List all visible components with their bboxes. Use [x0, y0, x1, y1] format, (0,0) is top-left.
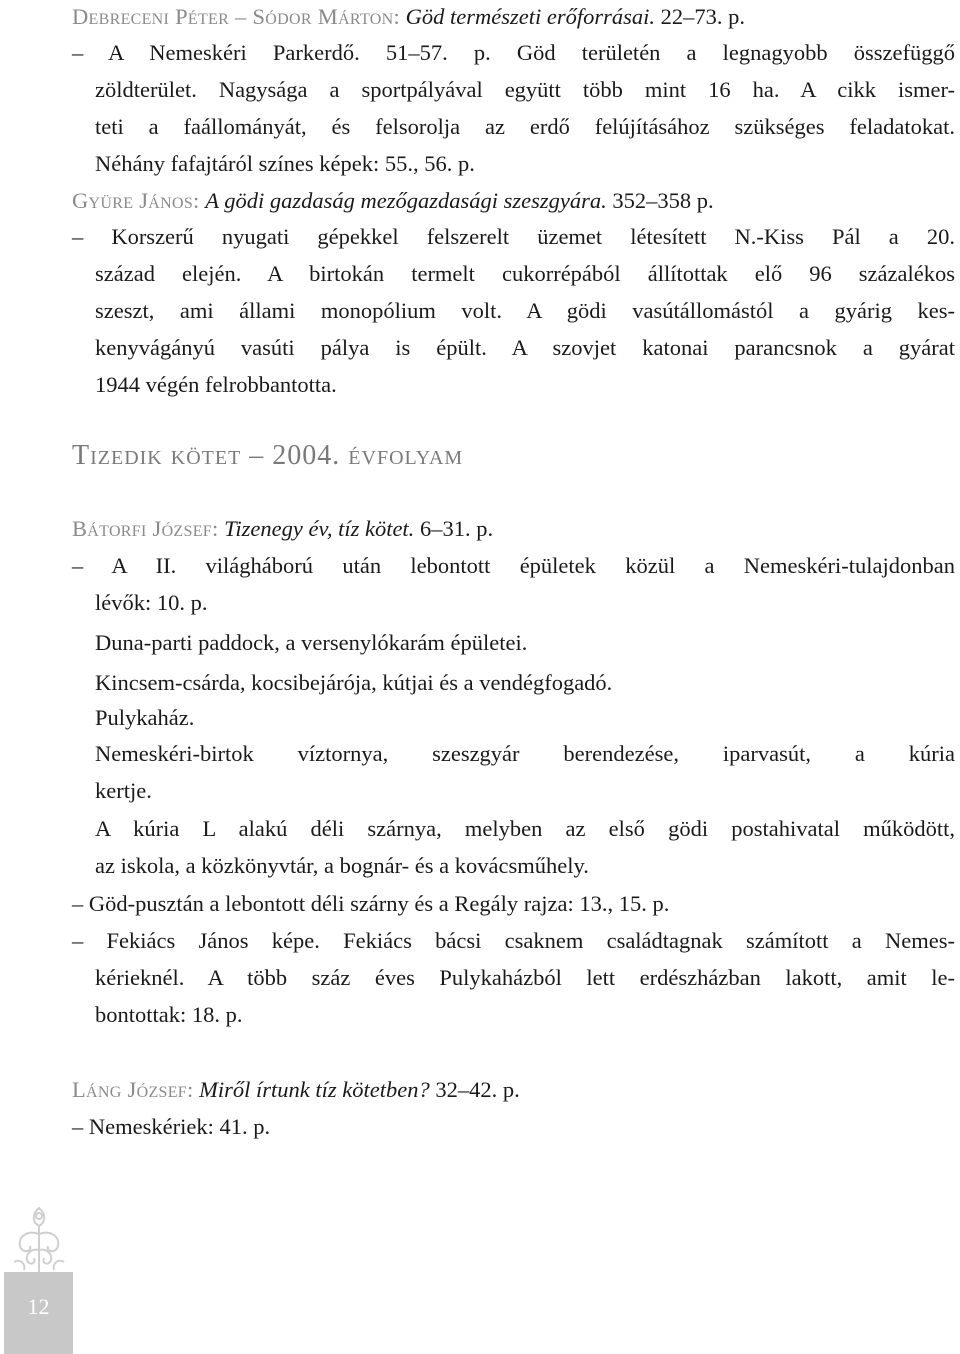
text-line: – A II. világháború után lebontott épületek közül a Nemeskéri-tulajdonban: [72, 553, 955, 578]
citation-header: [72, 2, 932, 32]
text-line: zöldterület. Nagysága a sportpályával együtt több mint 16 ha. A cikk ismer-: [95, 77, 955, 102]
author-name: Láng József:: [72, 1077, 194, 1102]
text-line: Kincsem-csárda, kocsibejárója, kútjai és a vendégfogadó.: [95, 670, 613, 695]
text-line: – Göd-pusztán a lebontott déli szárny és a Regály rajza: 13., 15. p.: [72, 891, 670, 916]
page-number: 12: [27, 1294, 50, 1319]
author-name: Bátorfi József:: [72, 516, 219, 541]
page-range: 22–73. p.: [660, 4, 745, 29]
article-title: Tizenegy év, tíz kötet.: [224, 516, 415, 541]
text-line: Duna-parti paddock, a versenylókarám épületei.: [95, 630, 528, 655]
article-title: A gödi gazdaság mezőgazdasági szeszgyára.: [205, 188, 607, 213]
text-line: Pulykaház.: [95, 705, 195, 730]
citation-header: [72, 186, 932, 216]
text-line: A kúria L alakú déli szárnya, melyben az első gödi postahivatal működött,: [95, 816, 955, 841]
ornament-icon: [4, 1200, 74, 1280]
text-line: – A Nemeskéri Parkerdő. 51–57. p. Göd területén a legnagyobb összefüggő: [72, 40, 955, 65]
page-range: 352–358 p.: [612, 188, 714, 213]
page-range: 6–31. p.: [419, 516, 494, 541]
text-line: lévők: 10. p.: [95, 590, 208, 615]
text-line: kenyvágányú vasúti pálya is épült. A szovjet katonai parancsnok a gyárat: [95, 335, 955, 360]
citation-header: [72, 514, 932, 544]
text-line: – Korszerű nyugati gépekkel felszerelt üzemet létesített N.-Kiss Pál a 20.: [72, 224, 955, 249]
text-line: század elején. A birtokán termelt cukorrépából állítottak elő 96 százalékos: [95, 261, 955, 286]
text-line: bontottak: 18. p.: [95, 1002, 243, 1027]
text-line: – Fekiács János képe. Fekiács bácsi csaknem családtagnak számított a Nemes-: [72, 928, 955, 953]
text-line: kérieknél. A több száz éves Pulykaházból lett erdészházban lakott, amit le-: [95, 965, 955, 990]
section-heading: Tizedik kötet – 2004. évfolyam: [72, 440, 464, 471]
text-line: Nemeskéri-birtok víztornya, szeszgyár berendezése, iparvasút, a kúria: [95, 741, 955, 766]
author-name: Debreceni Péter – Sódor Márton:: [72, 4, 400, 29]
text-line: 1944 végén felrobbantotta.: [95, 372, 337, 397]
text-line: Néhány fafajtáról színes képek: 55., 56. p.: [95, 151, 475, 176]
text-line: – Nemeskériek: 41. p.: [72, 1114, 271, 1139]
text-line: teti a faállományát, és felsorolja az erdő felújításához szükséges feladatokat.: [95, 114, 955, 139]
author-name: Gyüre János:: [72, 188, 200, 213]
citation-header: [72, 1075, 932, 1105]
article-title: Göd természeti erőforrásai.: [405, 4, 655, 29]
text-line: az iskola, a közkönyvtár, a bognár- és a kovácsműhely.: [95, 853, 589, 878]
article-title: Miről írtunk tíz kötetben?: [199, 1077, 430, 1102]
text-line: kertje.: [95, 778, 152, 803]
page-number-box: [4, 1272, 73, 1354]
text-line: szeszt, ami állami monopólium volt. A gödi vasútállomástól a gyárig kes-: [95, 298, 955, 323]
page-range: 32–42. p.: [435, 1077, 520, 1102]
